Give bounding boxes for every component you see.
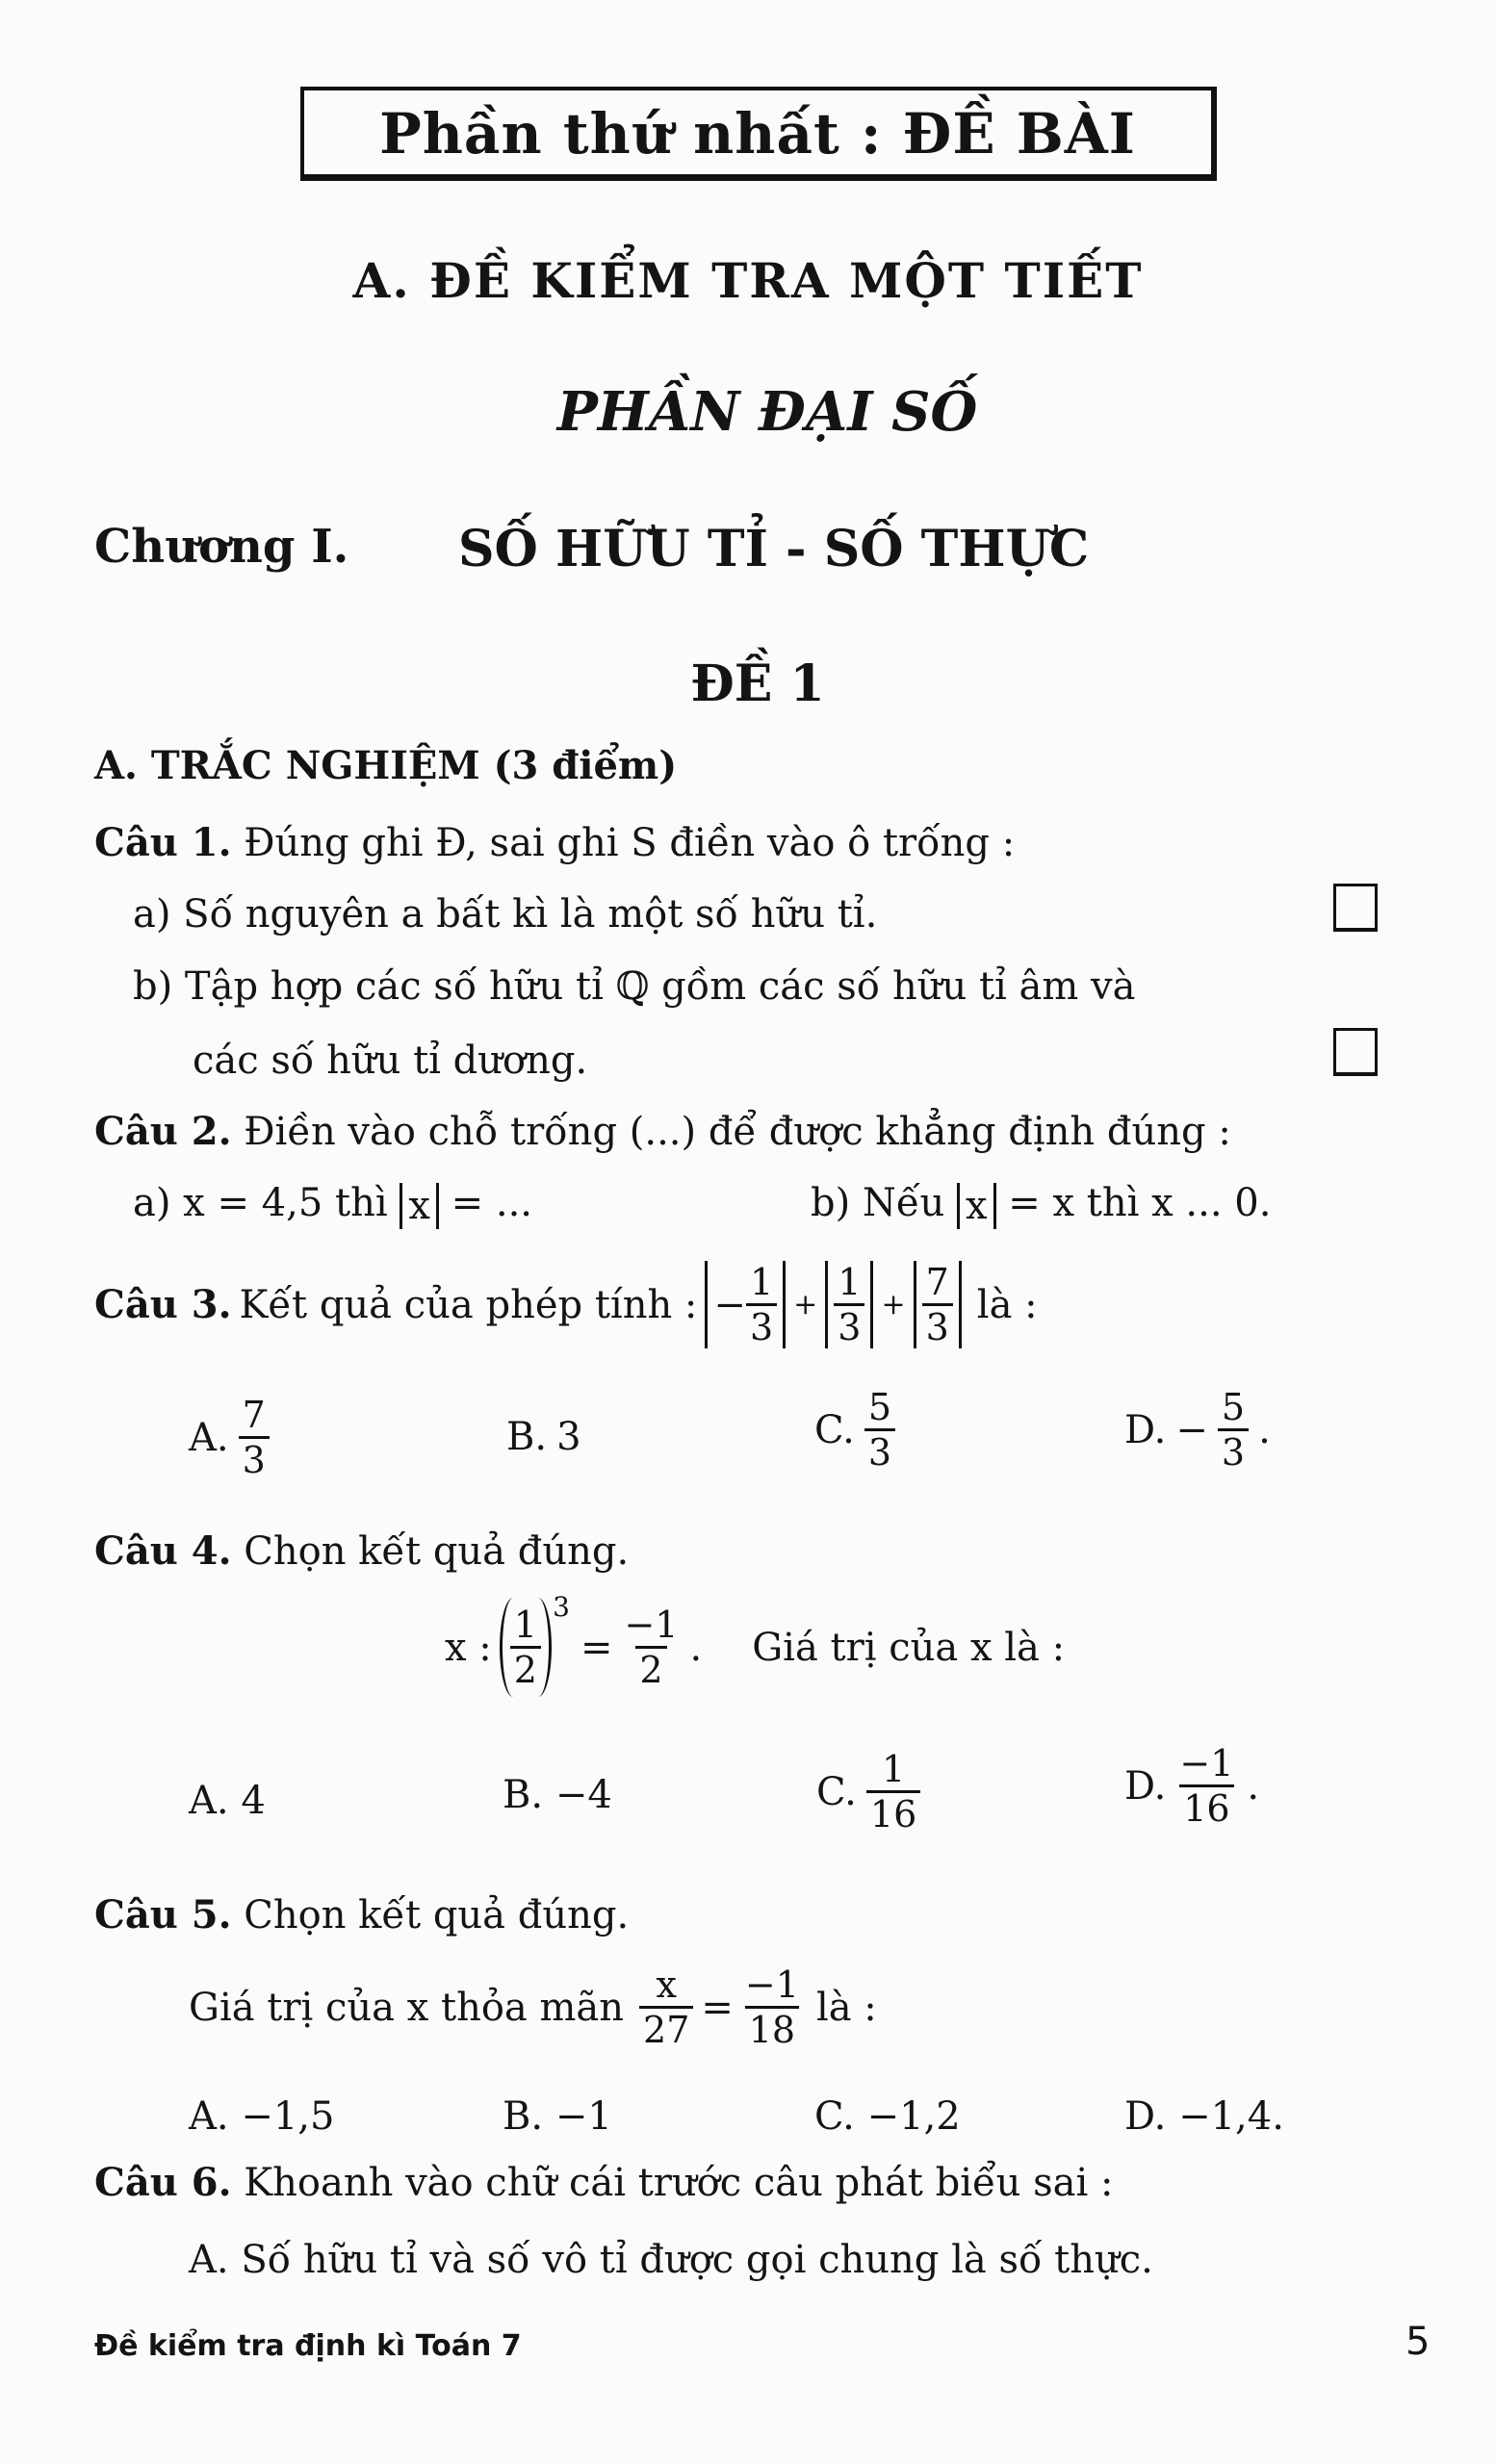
denominator: 3 (834, 1303, 864, 1348)
numerator: −1 (1179, 1742, 1234, 1784)
question-5-equation (189, 1964, 877, 2051)
option-label: D. (1124, 1763, 1167, 1809)
option-label: D. (1124, 1407, 1167, 1452)
question-3-tail: là : (976, 1282, 1038, 1327)
question-4-label: Câu 4. (94, 1528, 232, 1574)
abs-term-2 (825, 1261, 873, 1348)
numerator: 1 (881, 1748, 906, 1790)
option-label: A. (189, 1415, 229, 1460)
equals-sign: = (580, 1625, 613, 1670)
period: . (1247, 1763, 1260, 1809)
question-4-prompt: Giá trị của x là : (752, 1625, 1066, 1670)
abs-value-x: x (400, 1183, 439, 1229)
fraction (620, 1604, 682, 1691)
part-title: Phần thứ nhất : ĐỀ BÀI (379, 101, 1136, 167)
answer-box-1a[interactable] (1333, 884, 1378, 932)
question-1-b-line1: b) Tập hợp các số hữu tỉ ℚ gồm các số hữu tỉ âm và (133, 964, 1136, 1009)
abs-term-1 (705, 1261, 786, 1348)
fraction (746, 1261, 777, 1348)
page-number: 5 (1406, 2320, 1431, 2364)
option-4a[interactable]: A. 4 (189, 1779, 266, 1823)
option-4b[interactable]: B. −4 (503, 1773, 612, 1817)
parenthesized-base (500, 1591, 570, 1697)
question-2-a-prefix: a) x = 4,5 thì (133, 1181, 388, 1225)
numerator: 7 (925, 1261, 949, 1303)
fraction (510, 1604, 541, 1691)
denominator: 16 (1179, 1784, 1233, 1830)
question-3-text: Kết quả của phép tính : (239, 1282, 698, 1327)
question-4 (94, 1528, 629, 1575)
fraction (834, 1261, 864, 1348)
answer-box-1b[interactable] (1333, 1028, 1378, 1076)
chapter-title: SỐ HỮU TỈ - SỐ THỰC (458, 520, 1090, 578)
question-1-a: a) Số nguyên a bất kì là một số hữu tỉ. (133, 892, 878, 937)
period: . (1258, 1407, 1271, 1452)
option-3a[interactable] (189, 1394, 270, 1481)
fraction (741, 1964, 803, 2051)
plus-sign: + (793, 1287, 818, 1322)
option-label: C. (816, 1769, 857, 1814)
fraction (922, 1261, 953, 1348)
fraction (639, 1964, 693, 2051)
question-2-text: Điền vào chỗ trống (...) để được khẳng định đúng : (244, 1110, 1231, 1154)
abs-term-3 (914, 1261, 962, 1348)
fraction (1175, 1742, 1237, 1830)
question-6 (94, 2160, 1113, 2206)
equals-sign: = (701, 1985, 734, 2030)
minus-sign: − (1175, 1407, 1208, 1452)
denominator: 27 (639, 2006, 693, 2051)
footer-book-title: Đề kiểm tra định kì Toán 7 (94, 2329, 522, 2363)
question-5-tail: là : (815, 1985, 877, 2030)
question-2 (94, 1109, 1231, 1155)
denominator: 3 (864, 1428, 895, 1474)
denominator: 2 (635, 1646, 666, 1691)
question-5 (94, 1892, 629, 1938)
question-5-label: Câu 5. (94, 1892, 232, 1938)
option-5a[interactable]: A. −1,5 (189, 2094, 335, 2139)
question-3 (94, 1261, 1038, 1348)
question-3-label: Câu 3. (94, 1281, 232, 1327)
eq-x: x : (445, 1625, 492, 1670)
option-4d[interactable] (1124, 1742, 1259, 1830)
denominator: 2 (510, 1646, 541, 1691)
term-1-sign: − (713, 1282, 746, 1327)
denominator: 16 (866, 1790, 920, 1835)
option-label: B. (506, 1415, 548, 1459)
denominator: 3 (922, 1303, 953, 1348)
numerator: −1 (744, 1964, 799, 2006)
numerator: 5 (1221, 1386, 1246, 1428)
abs-value-x: x (957, 1183, 996, 1229)
option-5d[interactable]: D. −1,4. (1124, 2094, 1284, 2139)
chapter-label: Chương I. (94, 520, 349, 574)
question-5-text: Chọn kết quả đúng. (244, 1893, 630, 1938)
question-2-b-prefix: b) Nếu (811, 1181, 945, 1225)
numerator: 1 (513, 1604, 537, 1646)
option-3b[interactable] (506, 1415, 581, 1459)
question-2-a-suffix: = ... (451, 1181, 533, 1225)
denominator: 3 (746, 1303, 777, 1348)
question-1-text: Đúng ghi Đ, sai ghi S điền vào ô trống : (244, 821, 1016, 865)
fraction (866, 1748, 920, 1835)
question-4-text: Chọn kết quả đúng. (244, 1529, 630, 1574)
question-1 (94, 820, 1015, 866)
option-4c[interactable] (816, 1748, 920, 1835)
question-4-equation (445, 1591, 1066, 1697)
period: . (689, 1625, 703, 1670)
numerator: 5 (867, 1386, 892, 1428)
question-6-label: Câu 6. (94, 2160, 232, 2205)
section-title: A. ĐỀ KIỂM TRA MỘT TIẾT (352, 252, 1144, 309)
denominator: 3 (1218, 1428, 1249, 1474)
part-title-box (300, 87, 1217, 181)
denominator: 18 (745, 2006, 799, 2051)
part-a-heading: A. TRẮC NGHIỆM (3 điểm) (94, 743, 678, 788)
numerator: x (656, 1964, 677, 2006)
plus-sign: + (881, 1287, 906, 1322)
option-3c[interactable] (814, 1386, 895, 1474)
option-6a[interactable]: A. Số hữu tỉ và số vô tỉ được gọi chung là số thực. (189, 2238, 1153, 2282)
question-1-b-line2: các số hữu tỉ dương. (193, 1039, 588, 1083)
question-2-b-suffix: = x thì x ... 0. (1008, 1181, 1272, 1225)
option-3d[interactable] (1124, 1386, 1271, 1474)
option-label: C. (814, 1407, 855, 1452)
question-1-label: Câu 1. (94, 820, 232, 865)
denominator: 3 (239, 1436, 270, 1481)
question-2-label: Câu 2. (94, 1109, 232, 1154)
question-2-b (811, 1180, 1271, 1229)
fraction (239, 1394, 270, 1481)
numerator: 7 (242, 1394, 266, 1436)
option-5b[interactable]: B. −1 (503, 2094, 612, 2139)
exam-title: ĐỀ 1 (690, 654, 825, 713)
question-2-a (133, 1180, 532, 1229)
subject-title: PHẦN ĐẠI SỐ (556, 380, 978, 444)
option-5c[interactable]: C. −1,2 (814, 2094, 961, 2139)
question-6-text: Khoanh vào chữ cái trước câu phát biểu sai : (244, 2161, 1114, 2205)
fraction (864, 1386, 895, 1474)
fraction (1218, 1386, 1249, 1474)
question-5-prompt: Giá trị của x thỏa mãn (189, 1985, 625, 2030)
option-value: 3 (556, 1415, 581, 1459)
numerator: −1 (624, 1604, 679, 1646)
numerator: 1 (838, 1261, 862, 1303)
exponent: 3 (553, 1591, 570, 1623)
numerator: 1 (749, 1261, 774, 1303)
